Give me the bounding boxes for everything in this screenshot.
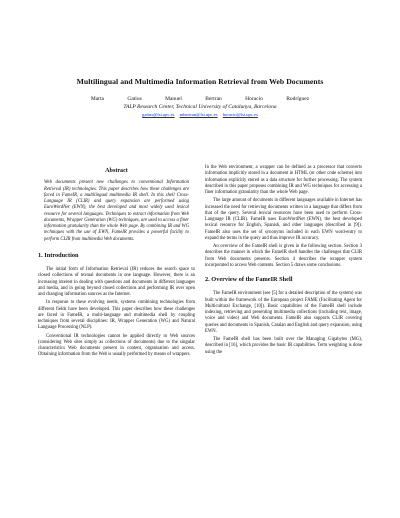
author-list <box>0 96 400 102</box>
section-heading-overview: 2. Overview of the FameIR Shell <box>205 276 293 283</box>
paragraph: The initial form of Information Retrieval (IR) reduces the search space to closed collections of textual documents in one language. However, there is an increasing interest in dealing with questions and documents in different languages and media, and in going beyond closed collections and performing IR over open and changing information sources as the Internet. <box>38 267 195 297</box>
affiliation: TALP Research Center, Technical University of Catalunya, Barcelona <box>123 104 277 110</box>
abstract-heading: Abstract <box>105 168 128 174</box>
author-name: Horacio Rodríguez <box>245 96 310 102</box>
abstract-text: Web documents present new challenges to conventional Information Retrieval (IR) technologies. This paper describes how these challenges are faced in FameIR, a multilingual multimedia IR shell. In this shell Cross-Language IR (CLIR) and query expansion are performed using EuroWordNet (EWN), the best developed and most widely used lexical resource for several languages. Techniques to extract information from Web documents, Wrapper Generation (WG) techniques, are used to access a finer information granularity than the whole Web page. By combining IR and WG techniques with the use of EWN, FameIR provides a powerful facility to perform CLIR from multimedia Web documents. <box>44 180 189 242</box>
section-heading-introduction: 1. Introduction <box>38 251 79 259</box>
paragraph: An overview of the FameIR shell is given in the following section. Section 3 describes the manner in which the FameIR shell handles the challenges that CLIR from Web documents presents. Section 4 describes the wrapper system incorporated to access Web contents. Section 5 draws some conclusions. <box>205 244 362 268</box>
paper-title: Multilingual and Multimedia Information Retrieval from Web Documents <box>76 77 324 86</box>
paragraph: In response to these evolving needs, systems combining technologies from different fields have been developed. This paper describes how these challenges are faced in FameIR, a multi-language and multimedia shell by coupling techniques from several disciplines: IR, Wrapper Generation (WG) and Natural Language Processing (NLP). <box>38 300 195 331</box>
email-link[interactable]: horacio@lsi.upc.es <box>222 112 258 117</box>
email-link[interactable]: gatius@lsi.upc.es <box>142 112 175 117</box>
author-name: Manuel Bertran <box>165 96 222 102</box>
left-column <box>38 168 195 361</box>
right-column <box>205 165 362 358</box>
email-list <box>0 112 400 117</box>
paragraph: Conventional IR technologies cannot be applied directly to Web sources (considering Web sites simply as collections of documents) due to the singular characteristics Web documents present in content, organisation and access. Obtaining information from the Web is usually performed by means of wrappers. <box>38 333 195 358</box>
paragraph: The FameIR shell has been built over the Managing Gigabytes (MG), described in [16], which provides the basic IR capabilities. Term weighting is done using the <box>205 337 362 355</box>
email-link[interactable]: mbertran@lsi.upc.es <box>179 112 218 117</box>
paragraph: The large amount of documents in different languages available in Internet has increased the need for retrieving documents written in a language that differs from that of the query. Several lexical resources have been used to perform Cross-Language IR (CLIR). FameIR uses EuroWordNet (EWN), the best developed lexical resource for English, Spanish, and other languages (described in [9]). FameIR also uses the set of synonyms included in each EWN word-entry to expand the terms in the query and thus improve IR accuracy. <box>205 198 362 241</box>
author-name: Marta Gatius <box>90 96 142 102</box>
paragraph: In the Web environment, a wrapper can be defined as a processor that converts information implicitly stored in a document in HTML (or other code scheme) into information explicitly stored as a data structure for further processing. The system described in this paper proposes combining IR and WG techniques for accessing a finer information granularity than the whole Web page. <box>205 165 362 195</box>
paragraph: The FameIR environment (see [5] for a detailed description of the system) was built within the framework of the European project FAME (Facilitating Agent for Multicultural Exchange, [10]). Basic capabilities of the FameIR shell include indexing, retrieving and presenting multimedia collections (including text, image, voice and video) and Web documents. FameIR also supports CLIR covering queries and documents in Spanish, Catalan and English and query expansion, using EWN. <box>205 291 362 334</box>
